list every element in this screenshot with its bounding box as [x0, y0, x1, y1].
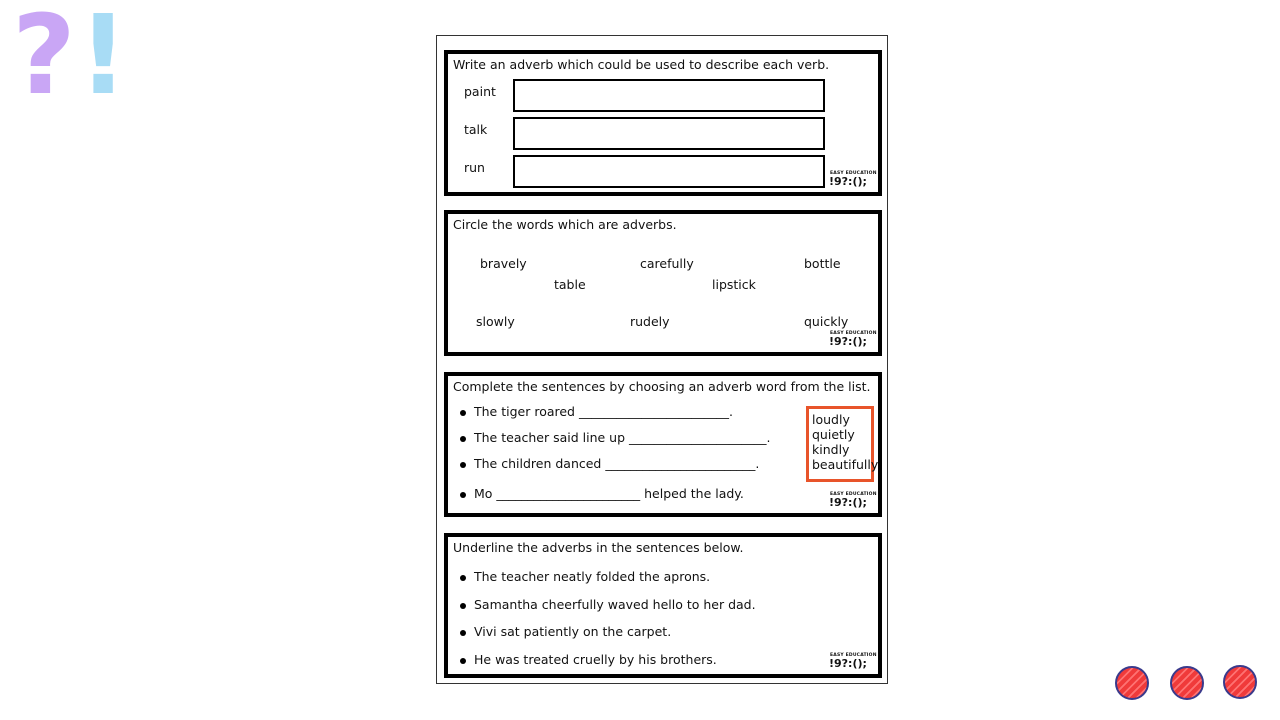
- sentence-item: [460, 597, 756, 612]
- word-list-item: loudly: [812, 412, 850, 427]
- sentence-text[interactable]: The tiger roared ________________________.: [474, 404, 733, 419]
- bullet-icon: [460, 603, 466, 609]
- easy-education-logo: EASY EDUCATION !9?:();: [829, 171, 877, 188]
- sentence-text[interactable]: The children danced ________________________.: [474, 456, 760, 471]
- sentence-item: [460, 652, 717, 667]
- section2-instruction: Circle the words which are adverbs.: [453, 217, 677, 232]
- logo-glyphs: !9?:();: [829, 175, 867, 188]
- sentence-text[interactable]: Samantha cheerfully waved hello to her dad.: [474, 597, 756, 612]
- adverb-word-list: [806, 406, 879, 482]
- word-list-item: quietly: [812, 427, 855, 442]
- bullet-icon: [460, 630, 466, 636]
- bullet-icon: [460, 436, 466, 442]
- word-option[interactable]: bravely: [480, 256, 527, 271]
- word-option[interactable]: carefully: [640, 256, 694, 271]
- logo-glyphs: !9?:();: [829, 335, 867, 348]
- bullet-icon: [460, 492, 466, 498]
- sentence-item: [460, 486, 744, 501]
- section-verbs: [444, 50, 882, 196]
- question-mark-decoration: ?: [12, 0, 76, 119]
- exclamation-mark-decoration: !: [78, 0, 129, 119]
- section-complete-sentences: [444, 372, 882, 517]
- answer-box-paint[interactable]: [513, 79, 825, 112]
- sentence-item: [460, 569, 710, 584]
- sentence-text[interactable]: The teacher said line up ______________________.: [474, 430, 771, 445]
- word-option[interactable]: slowly: [476, 314, 515, 329]
- word-list-item: kindly: [812, 442, 850, 457]
- section-underline-adverbs: [444, 533, 882, 678]
- verb-label: talk: [464, 122, 488, 137]
- worksheet: [436, 35, 888, 684]
- sentence-item: [460, 624, 671, 639]
- sentence-text[interactable]: The teacher neatly folded the aprons.: [474, 569, 711, 584]
- easy-education-logo: EASY EDUCATION !9?:();: [829, 492, 877, 509]
- section3-instruction: Complete the sentences by choosing an adverb word from the list.: [453, 379, 871, 394]
- word-option[interactable]: table: [554, 277, 586, 292]
- easy-education-logo: EASY EDUCATION !9?:();: [829, 331, 877, 348]
- word-list-item: beautifully: [812, 457, 879, 472]
- answer-box-run[interactable]: [513, 155, 825, 188]
- word-option[interactable]: quickly: [804, 314, 849, 329]
- sentence-text[interactable]: Mo _______________________ helped the lady.: [474, 486, 744, 501]
- sentence-item: [460, 404, 733, 419]
- logo-glyphs: !9?:();: [829, 657, 867, 670]
- red-ball-icon: [1170, 666, 1204, 700]
- word-option[interactable]: rudely: [630, 314, 670, 329]
- sentence-text[interactable]: Vivi sat patiently on the carpet.: [474, 624, 672, 639]
- word-option[interactable]: bottle: [804, 256, 841, 271]
- bullet-icon: [460, 410, 466, 416]
- sentence-text[interactable]: He was treated cruelly by his brothers.: [474, 652, 717, 667]
- answer-box-talk[interactable]: [513, 117, 825, 150]
- section1-instruction: Write an adverb which could be used to describe each verb.: [453, 57, 830, 72]
- sentence-item: [460, 456, 759, 471]
- red-ball-icon: [1223, 665, 1257, 699]
- logo-glyphs: !9?:();: [829, 496, 867, 509]
- bullet-icon: [460, 462, 466, 468]
- red-ball-icon: [1115, 666, 1149, 700]
- bullet-icon: [460, 575, 466, 581]
- verb-label: paint: [464, 84, 496, 99]
- section4-instruction: Underline the adverbs in the sentences below.: [453, 540, 744, 555]
- word-option[interactable]: lipstick: [712, 277, 756, 292]
- sentence-item: [460, 430, 770, 445]
- section-circle-adverbs: [444, 210, 882, 356]
- easy-education-logo: EASY EDUCATION !9?:();: [829, 653, 877, 670]
- verb-label: run: [464, 160, 485, 175]
- bullet-icon: [460, 658, 466, 664]
